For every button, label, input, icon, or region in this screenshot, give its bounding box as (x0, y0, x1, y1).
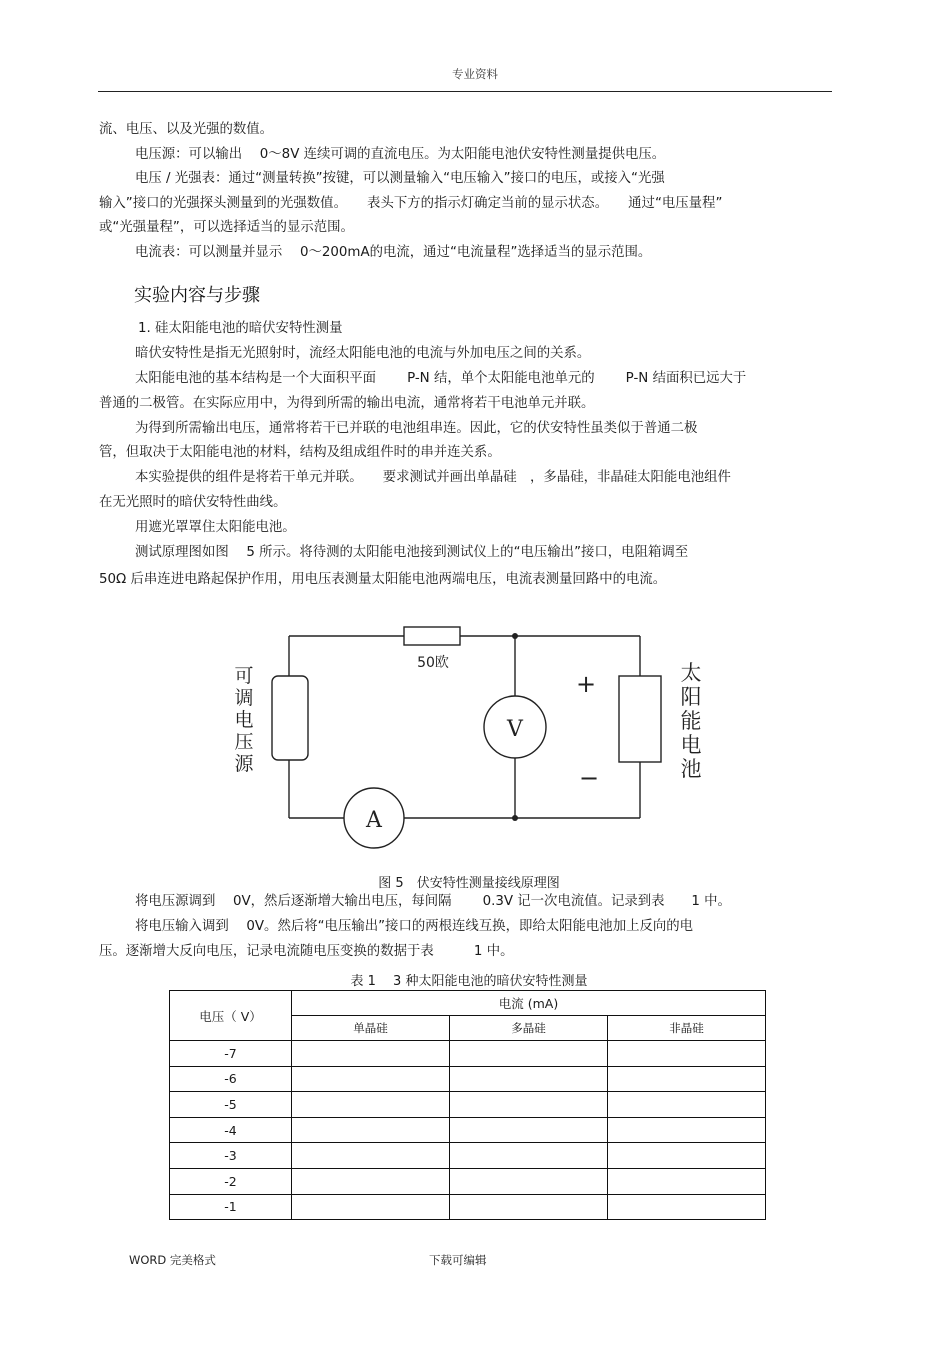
voltage-header: 电压（ V） (170, 991, 292, 1041)
table-row (170, 1066, 766, 1092)
dark-iv-table (169, 990, 766, 1220)
paragraph-line: 普通的二极管。在实际应用中，为得到所需的输出电流，通常将若干电池单元并联。 (99, 396, 595, 411)
source-label-char: 调 (234, 687, 254, 709)
paragraph-line: 管，但取决于太阳能电池的材料，结构及组成组件时的串并连关系。 (99, 445, 501, 460)
figure-caption: 图 5 伏安特性测量接线原理图 (378, 876, 560, 891)
data-cell (450, 1168, 608, 1194)
data-cell (292, 1092, 450, 1118)
source-label-char: 电 (234, 709, 254, 731)
data-cell (450, 1143, 608, 1169)
column-header-mono: 单晶硅 (292, 1016, 450, 1041)
data-cell (450, 1117, 608, 1143)
table-row (170, 1041, 766, 1067)
data-cell (450, 1066, 608, 1092)
junction-dot (512, 815, 518, 821)
data-cell (292, 1168, 450, 1194)
data-cell (292, 1194, 450, 1220)
data-cell (450, 1092, 608, 1118)
minus-sign: − (578, 764, 600, 792)
data-cell (450, 1194, 608, 1220)
current-header: 电流 (mA) (292, 991, 766, 1016)
cell-label-char: 池 (680, 757, 702, 781)
table-row (170, 1168, 766, 1194)
footer-center: 下载可编辑 (429, 1253, 487, 1267)
paragraph-line: 将电压输入调到 0V。然后将“电压输出”接口的两根连线互换，即给太阳能电池加上反向的电 (135, 919, 694, 934)
data-cell (608, 1092, 766, 1118)
data-cell (292, 1117, 450, 1143)
paragraph-line: 将电压源调到 0V，然后逐渐增大输出电压，每间隔 0.3V 记一次电流值。记录到表 1 中。 (135, 894, 731, 909)
paragraph-line: 本实验提供的组件是将若干单元并联。 要求测试并画出单晶硅 ，多晶硅，非晶硅太阳能电池组件 (135, 470, 731, 485)
paragraph-line: 压。逐渐增大反向电压，记录电流随电压变换的数据于表 1 中。 (99, 944, 514, 959)
paragraph-line: 50Ω 后串连进电路起保护作用，用电压表测量太阳能电池两端电压，电流表测量回路中的电流。 (99, 572, 667, 587)
paragraph-line: 为得到所需输出电压，通常将若干已并联的电池组串连。因此，它的伏安特性虽类似于普通二极 (135, 421, 698, 436)
junction-dot (512, 633, 518, 639)
paragraph-line: 测试原理图如图 5 所示。将待测的太阳能电池接到测试仪上的“电压输出”接口，电阻箱调至 (135, 545, 689, 560)
data-cell (292, 1041, 450, 1067)
table-row (170, 1194, 766, 1220)
voltage-cell: -7 (170, 1041, 292, 1067)
circuit-diagram (220, 600, 720, 860)
cell-label-char: 能 (680, 709, 702, 733)
cell-label-char: 太 (680, 661, 702, 685)
cell-label-char: 电 (680, 733, 702, 757)
footer-left: WORD 完美格式 (129, 1253, 216, 1267)
plus-sign: + (575, 670, 597, 698)
paragraph-line: 电压 / 光强表：通过“测量转换”按键，可以测量输入“电压输入”接口的电压，或接入“光强 (135, 171, 665, 186)
data-cell (608, 1194, 766, 1220)
resistor-label: 50欧 (417, 655, 449, 671)
column-header-poly: 多晶硅 (450, 1016, 608, 1041)
data-cell (608, 1041, 766, 1067)
paragraph-line: 用遮光罩罩住太阳能电池。 (135, 520, 296, 535)
table-caption: 表 1 3 种太阳能电池的暗伏安特性测量 (350, 974, 588, 989)
paragraph-line: 电流表：可以测量并显示 0～200mA的电流，通过“电流量程”选择适当的显示范围。 (135, 245, 652, 260)
paragraph-line: 暗伏安特性是指无光照射时，流经太阳能电池的电流与外加电压之间的关系。 (135, 346, 591, 361)
paragraph-line: 电压源：可以输出 0～8V 连续可调的直流电压。为太阳能电池伏安特性测量提供电压。 (135, 147, 666, 162)
voltage-cell: -1 (170, 1194, 292, 1220)
section-title: 实验内容与步骤 (134, 285, 260, 306)
source-label-char: 源 (234, 753, 254, 775)
paragraph-line: 或“光强量程”，可以选择适当的显示范围。 (99, 220, 354, 235)
voltage-cell: -2 (170, 1168, 292, 1194)
column-header-amorphous: 非晶硅 (608, 1016, 766, 1041)
data-cell (608, 1168, 766, 1194)
subsection-title: 1. 硅太阳能电池的暗伏安特性测量 (138, 321, 343, 336)
data-cell (608, 1117, 766, 1143)
data-cell (292, 1143, 450, 1169)
voltage-cell: -4 (170, 1117, 292, 1143)
paragraph-line: 太阳能电池的基本结构是一个大面积平面 P-N 结，单个太阳能电池单元的 P-N 结面积已远大于 (135, 371, 747, 386)
data-cell (608, 1066, 766, 1092)
table-row (170, 1117, 766, 1143)
data-cell (450, 1041, 608, 1067)
paragraph-line: 输入”接口的光强探头测量到的光强数值。 表头下方的指示灯确定当前的显示状态。 通过“电压量程” (99, 196, 723, 211)
data-cell (608, 1143, 766, 1169)
ammeter-label: A (366, 808, 382, 833)
data-cell (292, 1066, 450, 1092)
paragraph-line: 流、电压、以及光强的数值。 (99, 122, 274, 137)
voltage-cell: -6 (170, 1066, 292, 1092)
source-label-char: 可 (234, 665, 254, 687)
resistor-symbol (404, 627, 460, 645)
voltage-cell: -5 (170, 1092, 292, 1118)
voltage-cell: -3 (170, 1143, 292, 1169)
voltmeter-label: V (507, 717, 523, 742)
cell-label-char: 阳 (680, 685, 702, 709)
solar-cell-symbol (619, 676, 661, 762)
voltage-source-symbol (272, 676, 308, 760)
table-row (170, 1092, 766, 1118)
source-label-char: 压 (234, 731, 254, 753)
paragraph-line: 在无光照时的暗伏安特性曲线。 (99, 495, 287, 510)
table-row (170, 1143, 766, 1169)
header-rule (98, 91, 832, 92)
page-header: 专业资料 (452, 67, 498, 81)
